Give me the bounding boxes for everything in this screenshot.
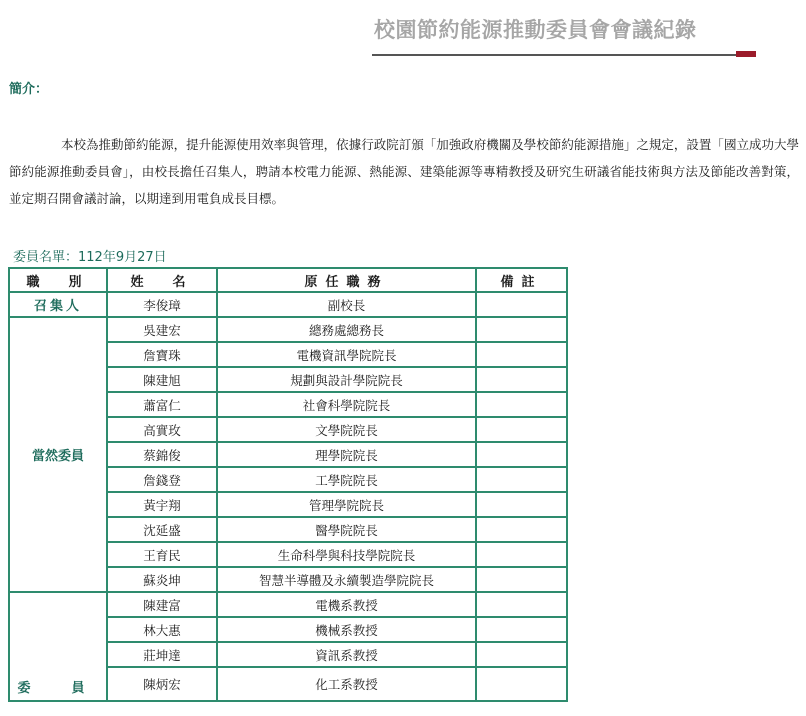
- member-name: 沈延盛: [107, 517, 217, 542]
- member-note: [476, 442, 567, 467]
- member-position: 醫學院院長: [217, 517, 476, 542]
- role-member: 委 員: [9, 592, 107, 701]
- member-note: [476, 392, 567, 417]
- member-note: [476, 467, 567, 492]
- member-note: [476, 642, 567, 667]
- member-note: [476, 592, 567, 617]
- member-note: [476, 542, 567, 567]
- member-position: 資訊系教授: [217, 642, 476, 667]
- title-underline-accent: [736, 51, 756, 57]
- member-position: 文學院院長: [217, 417, 476, 442]
- member-name: 蘇炎坤: [107, 567, 217, 592]
- member-position: 電機資訊學院院長: [217, 342, 476, 367]
- member-name: 黃宇翔: [107, 492, 217, 517]
- member-position: 理學院院長: [217, 442, 476, 467]
- member-position: 智慧半導體及永續製造學院院長: [217, 567, 476, 592]
- member-name: 蔡錦俊: [107, 442, 217, 467]
- member-name: 莊坤達: [107, 642, 217, 667]
- member-note: [476, 292, 567, 317]
- member-name: 蕭富仁: [107, 392, 217, 417]
- member-name: 陳建富: [107, 592, 217, 617]
- member-note: [476, 617, 567, 642]
- table-header-row: [9, 268, 567, 292]
- roster-heading: 委員名單：112年9月27日: [13, 250, 167, 265]
- member-position: 規劃與設計學院院長: [217, 367, 476, 392]
- member-position: 管理學院院長: [217, 492, 476, 517]
- table-row: [9, 292, 567, 317]
- member-note: [476, 517, 567, 542]
- member-position: 總務處總務長: [217, 317, 476, 342]
- role-convener: 召集人: [9, 292, 107, 317]
- member-name: 詹寶珠: [107, 342, 217, 367]
- table-row: [9, 317, 567, 342]
- member-note: [476, 417, 567, 442]
- column-header-note: 備註: [476, 268, 567, 292]
- table-row: [9, 592, 567, 617]
- member-name: 王育民: [107, 542, 217, 567]
- member-position: 副校長: [217, 292, 476, 317]
- member-note: [476, 367, 567, 392]
- column-header-role: 職 別: [9, 268, 107, 292]
- member-position: 社會科學院院長: [217, 392, 476, 417]
- member-name: 吳建宏: [107, 317, 217, 342]
- member-name: 陳建旭: [107, 367, 217, 392]
- committee-roster-table: [8, 267, 568, 702]
- member-note: [476, 492, 567, 517]
- member-position: 機械系教授: [217, 617, 476, 642]
- member-position: 工學院院長: [217, 467, 476, 492]
- title-underline: [372, 54, 736, 56]
- member-note: [476, 667, 567, 701]
- member-name: 陳炳宏: [107, 667, 217, 701]
- member-name: 高實玫: [107, 417, 217, 442]
- member-note: [476, 317, 567, 342]
- member-name: 林大惠: [107, 617, 217, 642]
- page-title: 校園節約能源推動委員會會議紀錄: [374, 18, 697, 42]
- member-position: 生命科學與科技學院院長: [217, 542, 476, 567]
- role-ex-officio: 當然委員: [9, 317, 107, 592]
- intro-heading: 簡介：: [9, 82, 49, 97]
- member-position: 電機系教授: [217, 592, 476, 617]
- member-name: 李俊璋: [107, 292, 217, 317]
- member-note: [476, 567, 567, 592]
- member-name: 詹錢登: [107, 467, 217, 492]
- column-header-position: 原任職務: [217, 268, 476, 292]
- member-note: [476, 342, 567, 367]
- member-position: 化工系教授: [217, 667, 476, 701]
- column-header-name: 姓 名: [107, 268, 217, 292]
- intro-paragraph: 本校為推動節約能源，提升能源使用效率與管理，依據行政院訂頒「加強政府機關及學校節約能源措施」之規定，設置「國立成功大學節約能源推動委員會」，由校長擔任召集人，聘請本校電力能源、熱能源、建築能源等專精教授及研究生研議省能技術與方法及節能改善對策，並定期召開會議討論，以期達到用電負成長目標。: [9, 137, 799, 206]
